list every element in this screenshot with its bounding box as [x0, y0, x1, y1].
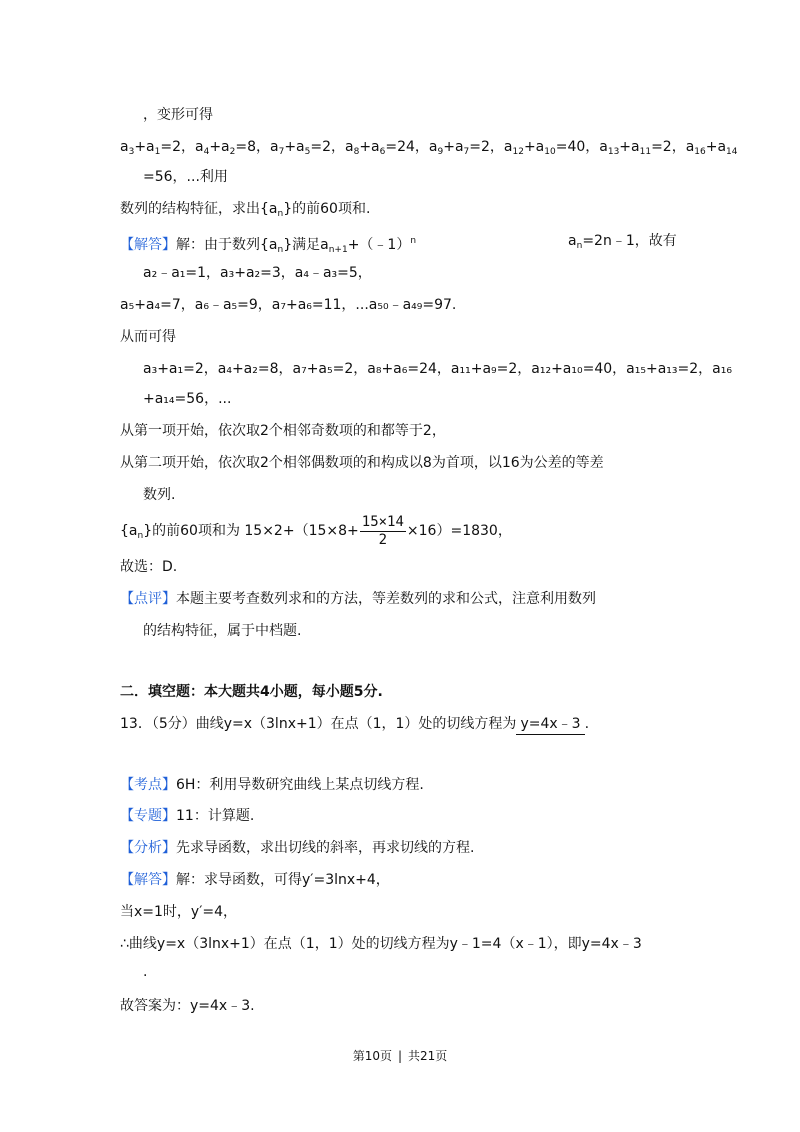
text-line: 故选：D. — [120, 559, 178, 575]
text-line: 从第一项开始，依次取2个相邻奇数项的和都等于2， — [120, 423, 446, 439]
comment-line: 【点评】本题主要考查数列求和的方法，等差数列的求和公式，注意利用数列 — [120, 591, 596, 607]
text-line: 故答案为：y=4x﹣3. — [120, 998, 255, 1014]
jieda-tag: 【解答】 — [120, 872, 176, 888]
fenxi-tag: 【分析】 — [120, 840, 176, 856]
text-line: ，变形可得 — [143, 107, 213, 123]
question-13: 13．（5分）曲线y=x（3lnx+1）在点（1，1）处的切线方程为 y=4x﹣3 . — [120, 714, 589, 735]
footer-separator: | — [397, 1049, 403, 1063]
equation-line: a₂﹣a₁=1，a₃+a₂=3，a₄﹣a₃=5， — [143, 265, 372, 281]
text-line: ∴曲线y=x（3lnx+1）在点（1，1）处的切线方程为y﹣1=4（x﹣1），即y=4x﹣3 — [120, 936, 642, 952]
text-line: 从而可得 — [120, 329, 176, 345]
equation-line: a₃+a₁=2，a₄+a₂=8，a₇+a₅=2，a₈+a₆=24，a₁₁+a₉=2，a₁₂+a₁₀=40，a₁₅+a₁₃=2，a₁₆ — [143, 361, 732, 377]
answer-line: 【解答】解：由于数列$\{a_n\}$满足$a_{n+1}+(﹣1)^n$ — [120, 236, 417, 255]
page-number: 第10页 — [352, 1049, 392, 1063]
text-line: 当x=1时，y′=4， — [120, 904, 238, 920]
page-footer — [0, 1047, 800, 1064]
text-line: 数列. — [143, 487, 176, 503]
jieda-line: 【解答】解：求导函数，可得y′=3lnx+4， — [120, 872, 390, 888]
equation-line: $a_3+a_1=2$，$a_4+a_2=8$，$a_7+a_5=2$，$a_8+a_6=24$，$a_9+a_7=2$，$a_{12}+a_{10}=40$，$a_{13}+a_{11}=2$，$a_{16}+a_{14}$ — [120, 139, 738, 157]
text-line: 数列的结构特征，求出$\{a_n\}$的前60项和. — [120, 201, 371, 219]
text-line: . — [143, 964, 148, 980]
answer-blank: y=4x﹣3 — [516, 714, 584, 735]
kaodian-tag: 【考点】 — [120, 777, 176, 793]
kaodian-line: 【考点】6H：利用导数研究曲线上某点切线方程. — [120, 777, 424, 793]
text-line: =56，...利用 — [143, 169, 228, 185]
dianping-tag: 【点评】 — [120, 591, 176, 607]
fenxi-line: 【分析】先求导函数，求出切线的斜率，再求切线的方程. — [120, 840, 475, 856]
equation-line: $\{a_n\}$的前60项和为 15×2+（15×8+ $\frac{15\times 14}{2}$ ×16）=1830， — [120, 513, 512, 548]
text-line: 从第二项开始，依次取2个相邻偶数项的和构成以8为首项，以16为公差的等差 — [120, 455, 604, 471]
equation-line: +a₁₄=56，... — [143, 391, 232, 407]
page-total: 共21页 — [408, 1049, 448, 1063]
text-line: 的结构特征，属于中档题. — [143, 623, 302, 639]
fraction: $\frac{15\times 14}{2}$ — [361, 513, 404, 548]
text-line: $a_n=2n﹣1$，故有 — [568, 233, 677, 251]
jieda-tag: 【解答】 — [120, 237, 176, 253]
equation-line: a₅+a₄=7，a₆﹣a₅=9，a₇+a₆=11，...a₅₀﹣a₄₉=97. — [120, 297, 457, 313]
section-heading: 二．填空题：本大题共4小题，每小题5分. — [120, 684, 383, 700]
zhuanti-line: 【专题】11：计算题. — [120, 808, 255, 824]
zhuanti-tag: 【专题】 — [120, 808, 176, 824]
